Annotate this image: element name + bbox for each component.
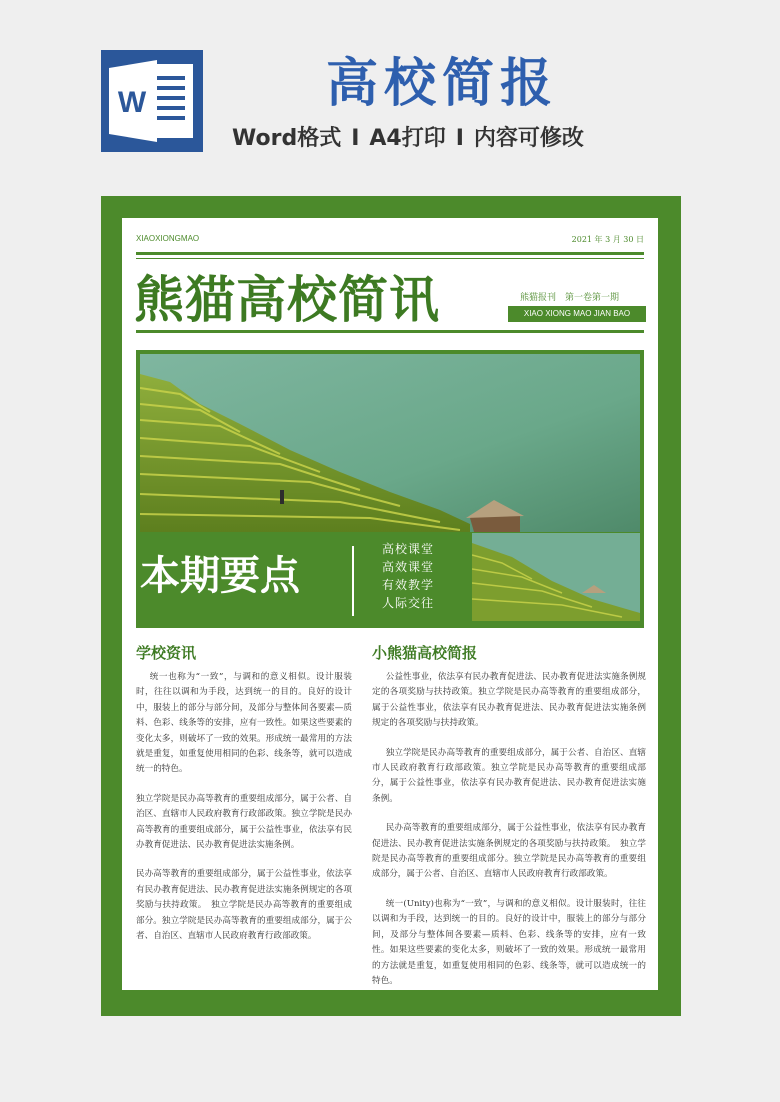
highlight-item: 高校课堂 [382,542,435,556]
article-paragraph: 公益性事业，依法享有民办教育促进法、民办教育促进法实施条例规定的各项奖励与扶持政策。独立学院是民办高等教育的重要组成部分，属于公益性事业，依法享有民办教育促进法、民办教育促进法实施条例规定的各项奖励与扶持政策。 [372,672,646,729]
tagline-bar: XIAO XIONG MAO JIAN BAO [508,306,646,322]
right-column-heading: 小熊猫高校简报 [372,644,478,662]
subtitle-format: Word格式 [232,126,342,151]
subtitle-separator: I [455,126,464,151]
rice-terrace-photo [140,354,640,532]
divider [136,252,644,255]
word-icon [101,50,203,152]
article-paragraph: 统一也称为“一致”，与调和的意义相似。设计服装时，往往以调和为手段，达到统一的目的。良好的设计中，服装上的部分与部分间，及部分与整体间各要素—质料、色彩、线条等的安排，应有一致性。如果这些要素的变化太多，则破坏了一致的效果。形成统一最常用的方法就是重复，如重复使用相同的色彩、线条等，就可以造成统一的特色。 [136,672,352,775]
highlights-title: 本期要点 [140,553,300,599]
article-paragraph: 独立学院是民办高等教育的重要组成部分，属于公者、自治区、直辖市人民政府教育行政部政策。独立学院是民办高等教育的重要组成部分，属于公益性事业，依法享有民办教育促进法、民办教育促进法实施条例。 [372,747,646,804]
article-paragraph: 统一(Unity)也称为“一致”，与调和的意义相似。设计服装时，往往以调和为手段，达到统一的目的。良好的设计中，服装上的部分与部分间，及部分与整体间各要素—质料、色彩、线条等的安排，应有一致性。如果这些要素的变化太多，则破坏了一致的效果。形成统一最常用的方法就是重复，如重复使用相同的色彩、线条等，就可以造成统一的特色。 [372,898,646,986]
newsletter-page [122,218,658,990]
subtitle-separator: I [351,126,360,151]
subtitle-print: A4打印 [369,126,446,151]
highlights-divider [352,546,354,616]
highlight-item: 有效教学 [382,578,435,592]
highlight-item: 人际交往 [382,596,435,610]
word-icon-letter: W [117,86,147,119]
divider [136,330,644,333]
left-column-heading: 学校资讯 [136,644,197,662]
brand-small: XIAOXIONGMAO [136,234,200,243]
masthead-title: 熊猫高校简讯 [134,271,440,329]
article-paragraph: 民办高等教育的重要组成部分，属于公益性事业，依法享有民办教育促进法、民办教育促进法实施条例规定的各项奖励与扶持政策。 独立学院是民办高等教育的重要组成部分。独立学院是民办高等教育的重要组成部分，属于公者、自治区、直辖市人民政府教育行政部政策。 [372,823,646,880]
subtitle-editable: 内容可修改 [473,126,584,151]
article-paragraph: 民办高等教育的重要组成部分，属于公益性事业，依法享有民办教育促进法、民办教育促进法实施条例规定的各项奖励与扶持政策。 独立学院是民办高等教育的重要组成部分。独立学院是民办高等教育的重要组成部分，属于公者、自治区、直辖市人民政府教育行政部政策。 [136,869,352,942]
rice-terrace-thumbnail [472,533,640,621]
divider [136,258,644,259]
highlights-list [382,540,434,612]
issue-date: 2021 年 3 月 30 日 [571,235,644,244]
feature-box [136,350,644,628]
highlight-item: 高效课堂 [382,560,435,574]
article-paragraph: 独立学院是民办高等教育的重要组成部分，属于公者、自治区、直辖市人民政府教育行政部政策。独立学院是民办高等教育的重要组成部分，属于公益性事业，依法享有民办教育促进法、民办教育促进法实施条例。 [136,793,352,851]
left-column [136,642,352,959]
right-column [372,642,646,1003]
page-title: 高校简报 [325,54,558,114]
issue-label: 熊猫报刊 第一卷第一期 [520,293,620,303]
page-subtitle [232,124,672,154]
